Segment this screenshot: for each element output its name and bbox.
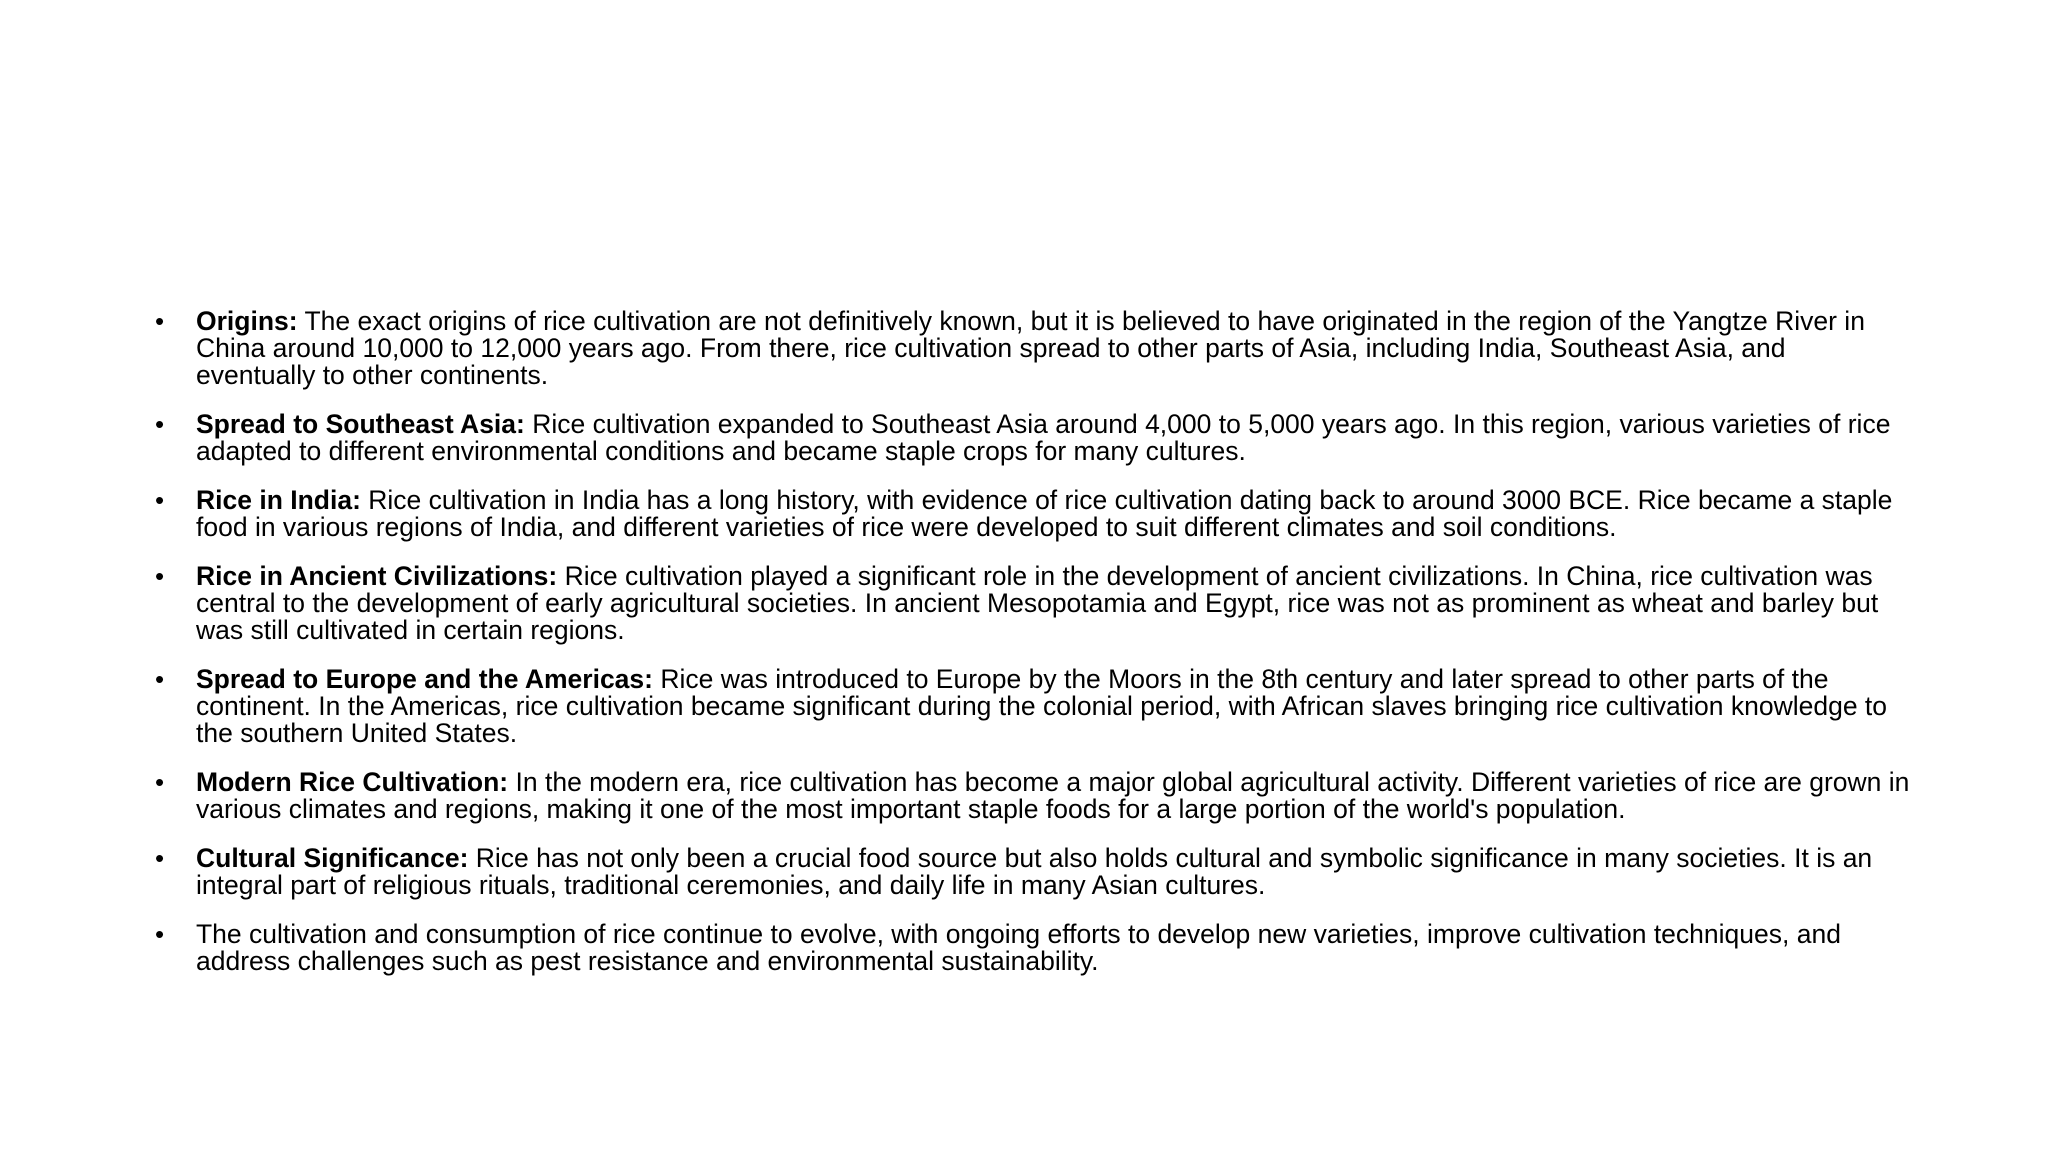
bullet-rice-in-india xyxy=(150,487,1910,541)
bullet-cultural-significance xyxy=(150,845,1910,899)
bullet-text: The exact origins of rice cultivation are not definitively known, but it is believed to have originated in the region of the Yangtze River in China around 10,000 to 12,000 years ago. From there, rice cultivation spread to other parts of Asia, including India, Southeast Asia, and eventually to other continents. xyxy=(196,306,1865,390)
bullet-point-icon: • xyxy=(155,409,165,439)
bullet-text: Rice cultivation in India has a long history, with evidence of rice cultivation dating back to around 3000 BCE. Rice became a staple food in various regions of India, and different varieties of rice were developed to suit different climates and soil conditions. xyxy=(196,485,1893,542)
bullet-text: In the modern era, rice cultivation has become a major global agricultural activity. Different varieties of rice are grown in various climates and regions, making it one of the most important staple foods for a large portion of the world's population. xyxy=(196,767,1910,824)
bullet-point-icon: • xyxy=(155,664,165,694)
bullet-text: The cultivation and consumption of rice continue to evolve, with ongoing efforts to develop new varieties, improve cultivation techniques, and address challenges such as pest resistance and environmental sustainability. xyxy=(196,919,1841,976)
bullet-origins xyxy=(150,308,1910,389)
bullet-ancient-civilizations xyxy=(150,563,1910,644)
bullet-text: Rice cultivation expanded to Southeast Asia around 4,000 to 5,000 years ago. In this region, various varieties of rice adapted to different environmental conditions and became staple crops for many cultures. xyxy=(196,409,1891,466)
bullet-text: Rice was introduced to Europe by the Moors in the 8th century and later spread to other parts of the continent. In the Americas, rice cultivation became significant during the colonial period, with African slaves bringing rice cultivation knowledge to the southern United States. xyxy=(196,664,1888,748)
bullet-heading: Origins: xyxy=(196,306,298,336)
bullet-point-icon: • xyxy=(155,561,165,591)
bullet-heading: Cultural Significance: xyxy=(196,843,469,873)
bullet-text: Rice cultivation played a significant role in the development of ancient civilizations. In China, rice cultivation was central to the development of early agricultural societies. In ancient Mesopotamia and Egypt, rice was not as prominent as wheat and barley but was still cultivated in certain regions. xyxy=(196,561,1879,645)
bullet-spread-southeast-asia xyxy=(150,411,1910,465)
bullet-heading: Spread to Europe and the Americas: xyxy=(196,664,653,694)
bullet-heading: Rice in India: xyxy=(196,485,361,515)
bullet-europe-americas xyxy=(150,666,1910,747)
bullet-modern-cultivation xyxy=(150,769,1910,823)
bullet-point-icon: • xyxy=(155,767,165,797)
bullet-heading: Spread to Southeast Asia: xyxy=(196,409,525,439)
bullet-point-icon: • xyxy=(155,919,165,949)
bullet-conclusion xyxy=(150,921,1910,975)
bullet-list xyxy=(150,308,1910,997)
bullet-text: Rice has not only been a crucial food source but also holds cultural and symbolic significance in many societies. It is an integral part of religious rituals, traditional ceremonies, and daily life in many Asian cultures. xyxy=(196,843,1873,900)
bullet-point-icon: • xyxy=(155,306,165,336)
bullet-point-icon: • xyxy=(155,485,165,515)
bullet-heading: Modern Rice Cultivation: xyxy=(196,767,509,797)
bullet-heading: Rice in Ancient Civilizations: xyxy=(196,561,558,591)
bullet-point-icon: • xyxy=(155,843,165,873)
